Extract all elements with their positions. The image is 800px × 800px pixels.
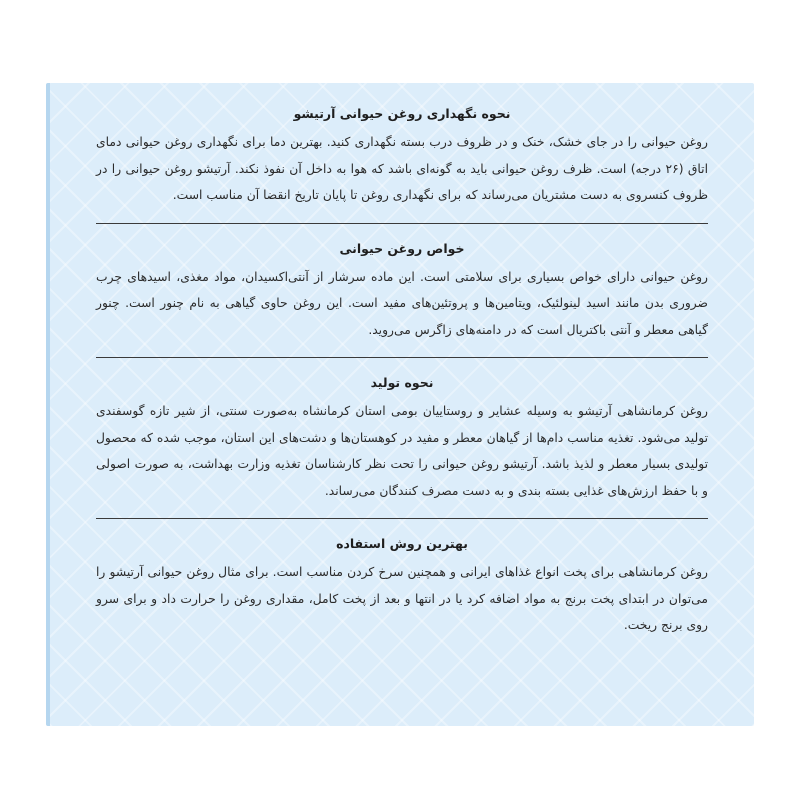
section-title: نحوه تولید <box>370 375 434 390</box>
section-title: نحوه نگهداری روغن حیوانی آرتیشو <box>293 106 511 121</box>
section-body: روغن کرمانشاهی برای پخت انواع غذاهای ایرانی و همچنین سرخ کردن مناسب است. برای مثال روغن حیوانی آرتیشو را می‌توان در ابتدای پخت برنج به مواد اضافه کرد یا در انتها و بعد از پخت کامل، مقداری روغن را حرارت داد و برای سرو روی برنج ریخت. <box>96 565 708 632</box>
section-divider <box>96 518 708 519</box>
section-production <box>96 372 708 504</box>
section-body: روغن حیوانی را در جای خشک، خنک و در ظروف درب بسته نگهداری کنید. بهترین دما برای نگهداری روغن حیوانی دمای اتاق (۲۶ درجه) است. ظرف روغن حیوانی باید به گونه‌ای باشد که هوا به داخل آن نفوذ نکند. آرتیشو روغن حیوانی را در ظروف کنسروی به دست مشتریان می‌رساند که برای نگهداری روغن تا پایان تاریخ انقضا آن مناسب است. <box>96 135 708 202</box>
section-divider <box>96 223 708 224</box>
article-content <box>96 103 708 639</box>
section-title: خواص روغن حیوانی <box>339 240 465 256</box>
section-properties <box>96 238 708 344</box>
section-body: روغن کرمانشاهی آرتیشو به وسیله عشایر و روستاییان بومی استان کرمانشاه به‌صورت سنتی، از شیر تازه گوسفندی تولید می‌شود. تغذیه مناسب دام‌ها از گیاهان معطر و مفید در کوهستان‌ها و دشت‌های این استان، موجب شده که محصول تولیدی بسیار معطر و لذیذ باشد. آرتیشو روغن حیوانی را تحت نظر کارشناسان تغذیه وزارت بهداشت، به صورت اصولی و با حفظ ارزش‌های غذایی بسته بندی و به دست مصرف کنندگان می‌رساند. <box>96 404 708 498</box>
section-body: روغن حیوانی دارای خواص بسیاری برای سلامتی است. این ماده سرشار از آنتی‌اکسیدان، مواد مغذی، اسیدهای چرب ضروری بدن مانند اسید لینولئیک، ویتامین‌ها و پروتئین‌های مفید است. این روغن حاوی گیاهی به نام چنور است. چنور گیاهی معطر و آنتی باکتریال است که در دامنه‌های زاگرس می‌روید. <box>96 269 708 337</box>
section-usage <box>96 533 708 639</box>
content-card <box>46 83 754 726</box>
section-storage <box>96 103 708 209</box>
section-divider <box>96 357 708 358</box>
section-title: بهترین روش استفاده <box>336 536 468 551</box>
